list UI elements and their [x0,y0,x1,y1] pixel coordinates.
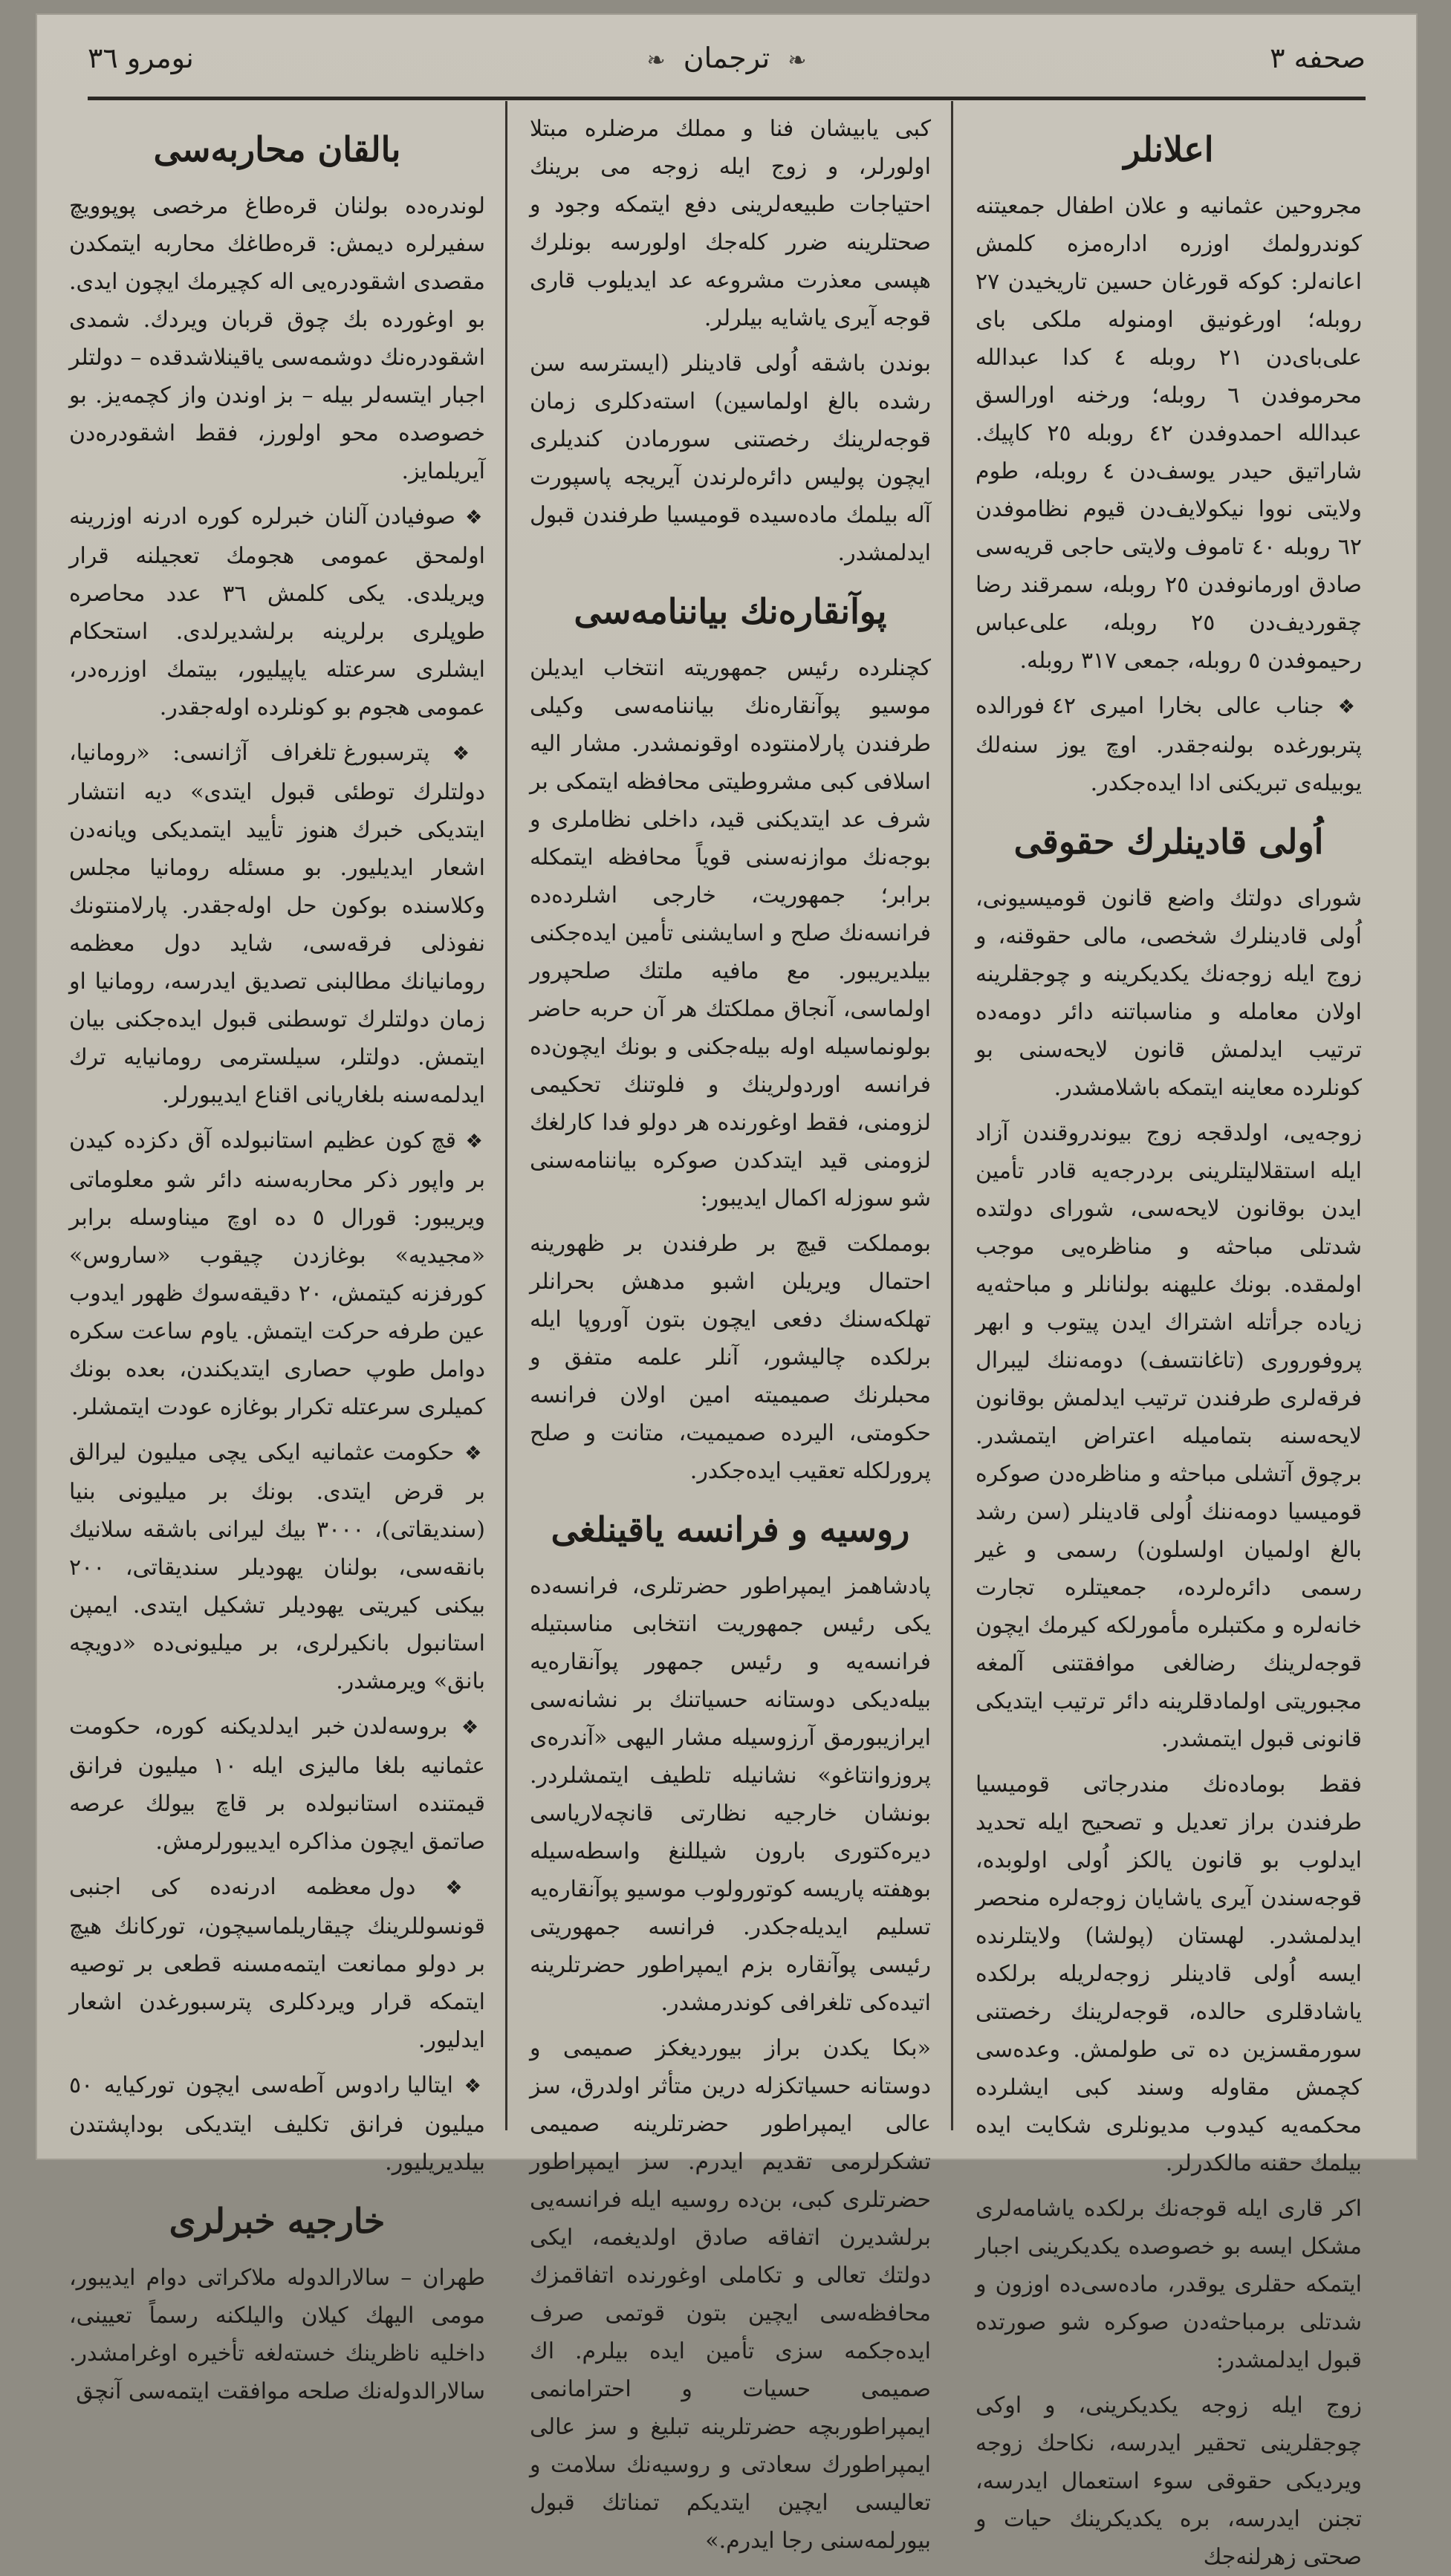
star-icon: ❖ [445,1877,485,1899]
article-paragraph: زوجه‌یی، اولدقجه زوج بیوندروقندن آزاد ایله استقلالیتلرینی بردرجه‌یه قادر تأمین ایدن بوقانون لایحه‌سی، شورای دولتده شدتلی مباحثه و مناظره‌یی موجب اولمقده. بونك علیهنه بولنانلر و مباحثه‌یه زیاده جرأتله اشتراك ایدن پیتوب و ابهر پروفوروری (تاغانتسف) دومه‌ننك لیبرال فرقه‌لری طرفندن ترتیب ایدلمش بوقانون لایحه‌سنه بتمامیله اعتراض ایتمشدر. برچوق آتشلی مباحثه و مناظره‌دن صوکره قومیسیا دومه‌ننك اُولی قادینلر (سن رشد بالغ اولمیان اولسلون) رسمی و غیر رسمی دائره‌لرده، جمعیتلره تجارت خانه‌لره و مکتبلره مأمورلکه کیرمك ایچون قوجه‌لرینك رضالغی موافقتنی آلمغه مجبوریتی اولمادقلرینه دائر ترتیب ایتدیکی قانونی قبول ایتمشدر. [976,1120,1362,1752]
article-paragraph: شورای دولتك واضع قانون قومیسیونی، اُولی قادینلرك شخصی، مالی حقوقنه، و زوج ایله زوجه‌نك یکدیکرینه و چوجقلرینه اولان معامله و مناسباتنه دائر دومه‌ده ترتیب ایدلمش قانون لایحه‌سنی بو کونلرده معاینه ایتمکه باشلامشدر. [976,885,1362,1101]
article-paragraph: زوج ایله زوجه یکدیکرینی، و اوکی چوجقلرینی تحقیر ایدرسه، نکاحك زوجه ویردیکی حقوقی سوء استعمال ایدرسه، تجنن ایدرسه، بره یکدیکرینك حیات و صحتی زهرلنه‌جك [976,2393,1362,2570]
announcement-donations: مجروحین عثمانیه و علان اطفال جمعیتنه کوندرولمك اوزره اداره‌مزه کلمش اعانه‌لر: کوکه قورغان حسین تاریخیدن ٢٧ روبله؛ اورغونیق اومنوله ملکی بای علی‌بای‌دن ٢١ روبله ٤ کدا عبدالله محرموفدن ٦ روبله؛ ورخنه اورالسق عبدالله احمدوفدن ٤٢ روبله ٢٥ کاپیك. شاراتیق حیدر یوسف‌دن ٤ روبله، طوم ولایتی نووا نیکولایف‌دن قیوم نظاموفدن ٦٢ روبله ٤٠ تاموف ولایتی حاجی قریه‌سی صادق اورمانوفدن ٢٥ روبله، سمرقند رضا چقوردیف‌دن ٢٥ روبله، علی‌عباس رحیموفدن ٥ روبله، جمعی ٣١٧ روبله. [976,193,1362,674]
article-paragraph: بوندن باشقه اُولی قادینلر (ایسترسه سن رشده بالغ اولماسین) استه‌دکلری زمان قوجه‌لرینك رخصتنی سورمادن کندیلری ایچون پولیس دائره‌لرندن آیریجه پاسپورت آله بیلمك ماده‌سیده قومیسیا طرفندن قبول ایدلمشدر. [530,351,931,566]
news-item: ❖ ایتالیا رادوس آطه‌سی ایچون تورکیایه ٥٠ میلیون فرانق تکلیف ایتدیکی بوداپشتدن بیلدیریلیور. [69,2072,485,2176]
page-number: صحفه ٣ [1270,42,1366,74]
article-title-poincare: پوآنقاره‌نك بیاننامه‌سی [574,591,887,631]
news-item: ❖ بروسه‌لدن خبر ایدلدیکنه کوره، حکومت عثمانیه بلغا مالیزی ایله ١٠ میلیون فرانق قیمتنده استانبولده بر قاچ بیولك عرصه صاتمق ایچون مذاکره ایدیبورلرمش. [69,1714,485,1855]
issue-number: نومرو ٣٦ [88,42,194,74]
article-paragraph: اکر قاری ایله قوجه‌نك برلکده یاشامه‌لری مشکل ایسه بو خصوصده یکدیکرینی اجبار ایتمکه حقلری یوقدر، ماده‌سی‌ده اوزون و شدتلی برمباحثه‌دن صوکره شو صورتده قبول ایدلمشدر: [976,2196,1362,2373]
newspaper-page [36,13,1418,2570]
news-item: ❖ حکومت عثمانیه ایکی یچی میلیون لیرالق بر قرض ایتدی. بونك بر میلیونی بنیا (سندیقاتی)، ٣٠٠٠ بیك لیرانی باشقه سلانیك بانقه‌سی، بولنان یهودیلر سندیقاتی، ٢٠٠ بیکنی کیریتی یهودیلر تشکیل ایتدی. ایمپن استانبول بانکیرلری، بر میلیونی‌ده «دویچه بانق» ویرمشدر. [69,1440,485,1694]
star-icon: ❖ [465,1131,485,1153]
article-paragraph: کچنلرده رئیس جمهوریته انتخاب ایدیلن موسیو پوآنقاره‌نك بیاننامه‌سی وکیلی طرفندن پارلامنتوده اوقونمشدر. مشار الیه اسلافی کبی مشروطیتی محافظه ایتمکی بر شرف عد ایتدیکنی قید، داخلی نظاملری و بوجه‌نك موازنه‌سنی قویاً محافظه ایتمکله برابر؛ جمهوریت، خارجی اشلرده‌ده فرانسه‌نك صلح و اسایشنی تأمین ایده‌جکنی بیلدیریبور. مع مافیه ملتك صلحپرور اولماسی، آنجاق مملکتك هر آن حربه حاضر بولونماسیله اوله بیله‌جکنی و بونك ایچون‌ده فرانسه اوردولرینك و فلوتنك تحکیمی لزومنی، فقط اوغورنده هر دولو فدا کارلغك لزومنی قید ایتدکدن صوکره بیاننامه‌سنی شو سوزله اکمال ایدیبور: [530,655,931,1211]
article-paragraph: پادشاهمز ایمپراطور حضرتلری، فرانسه‌ده یکی رئیس جمهوریت انتخابی مناسبتیله فرانسه‌یه و رئیس جمهور پوآنقاره‌یه بیله‌دیکی دوستانه حسیاتنك بر نشانه‌سی ایرازیبورمق آرزوسیله مشار الیهی «آندره‌ی پروزوانتاغو» نشانیله تلطیف ایتمشلردر. بونشان خارجیه نظارتی قانچه‌لاریاسی دیره‌کتوری بارون شیللنغ واسطه‌سیله بوهفته پاریسه کوتورولوب موسیو پوآنقاره‌یه تسلیم ایدیله‌جکدر. فرانسه جمهوریتی رئیسی پوآنقاره بزم ایمپراطور حضرتلرینه اتیده‌کی تلغرافی کوندرمشدر. [530,1573,931,2016]
header-rule [88,97,1366,100]
star-icon: ❖ [452,743,486,765]
column-left [69,110,486,2404]
column-right [976,110,1362,2570]
newspaper-title: ترجمان [683,42,770,74]
article-paragraph: فقط بوماده‌نك مندرجاتی قومیسیا طرفندن براز تعدیل و تصحیح ایله تحدید ایدلوب بو قانون یالکز اُولی اولوبده، قوجه‌سندن آیری یاشایان زوجه‌لره منحصر ایدلمشدر. لهستان (پولشا) ولایتلرنده ایسه اُولی قادینلر زوجه‌لریله برلکده یاشادقلری حالده، قوجه‌لرینك رخصتنی سورمقسزین ده تی طولمش. وعده‌سی کچمش مقاوله وسند کبی ایشلرده محکمه‌یه کیدوب مدیونلری شکایت ایده بیلمك حقنه مالکدرلر. [976,1772,1362,2176]
masthead [88,28,1366,99]
news-item: لوندره‌ده بولنان قره‌طاغ مرخصی پوپوویچ سفیرلره دیمش: قره‌طاغك محاربه ایتمکدن مقصدی اشقودره‌یی اله کچیرمك ایچون ایدی. بو اوغورده بك چوق قربان ویردك. شمدی اشقودره‌نك دوشمه‌سی یاقینلاشدقده – دولتلر اجبار ایتسه‌لر بیله – بز اوندن واز کچمه‌یز. بو خصوصده محو اولورز، فقط اشقودره‌دن آیریلمایز. [69,193,485,484]
article-title-russia-france: روسیه و فرانسه یاقینلغی [551,1509,910,1549]
star-icon: ❖ [464,2075,485,2098]
article-title-women-rights: اُولی قادینلرك حقوقی [1013,822,1324,862]
news-item: طهران – سالارالدوله ملاکراتی دوام ایدیبور، مومی الیهك کیلان والیلکنه رسماً تعیینی، داخلیه ناظرینك خسته‌لغه تأخیره اوغرامشدر. سالارالدوله‌نك صلحه موافقت ایتمه‌سی آنچق [69,2265,485,2404]
star-icon: ❖ [1337,696,1362,718]
article-paragraph: «بکا یکدن براز بیوردیغکز صمیمی و دوستانه حسیاتکزله درین متأثر اولدرق، سز عالی ایمپراطور حضرتلرینه صمیمی تشکرلرمی تقدیم ایدرم. سز ایمپراطور حضرتلری کبی، بن‌ده روسیه ایله فرانسه‌یی برلشدیرن اتفاقه صادق اولدیغمه، ایکی دولتك تعالی و تکاملی اوغورنده اتفاقمزك محافظه‌سی ایچین بتون قوتمی صرف ایده‌جکمه سزی تأمین ایده بیلرم. اك صمیمی حسیات و احترامانمی ایمپراطوربچه حضرتلرینه تبلیغ و سز عالی ایمپراطورك سعادتی و روسیه‌نك سلامت و تعالیسی ایچین ایتدیکم تمناتك قبول بیورلمه‌سنی رجا ایدرم.» [530,2035,931,2554]
star-icon: ❖ [465,507,485,529]
column-divider [951,101,953,2130]
news-item: ❖ دول معظمه ادرنه‌ده کی اجنبی قونسوللرینك چیقاریلماسیچون، تورکانك هیچ بر دولو ممانعت ایتمه‌مسنه قطعی بر توصیه ایتمکه قرار ویردکلری پترسبورغدن اشعار ایدلیور. [69,1874,485,2053]
announcement-bukhara: ❖ جناب عالی بخارا امیری ٤٢ فورالده پتربورغده بولنه‌جقدر. اوچ یوز سنه‌لك یوبیله‌ی تبریکنی ادا ایده‌جکدر. [976,693,1362,796]
news-item: ❖ قچ کون عظیم استانبولده آق دکزده کیدن بر واپور ذکر محاربه‌سنه دائر شو معلوماتی ویریبور: قورال ٥ ده اوچ میناوسله برابر «مجیدیه» بوغازدن چیقوب «ساروس» کورفزنه کیتمش، ٢٠ دقیقه‌سوك ظهور ایدوب عین طرفه حرکت ایتمش. یاوم ساعت سکره دوامل طوپ حصاری ایتدیکندن، بعده بونك کمیلری سرعتله تکرار بوغازه عودت ایتمشلر. [69,1128,485,1420]
news-item: ❖ پترسبورغ تلغراف آژانسی: «رومانیا، دولتلرك توطئی قبول ایتدی» دیه انتشار ایتدیکی خبرك هنوز تأیید ایتمدیکی ویانه‌دن اشعار ایدیلیور. بو مسئله رومانیا مجلس وکلاسنده بوکون حل اوله‌جقدر. پارلامنتونك نفوذلی فرقه‌سی، شاید دول معظمه رومانیانك مطالبنی تصدیق ایدرسه، رومانیا او زمان دولتلرك توسطنی قبول ایده‌جکنی بیان ایتمش. دولتلر، سیلسترمی رومانیایه ترك ایدلمه‌سنه بلغاریانی اقناع ایدیبورلر. [69,740,486,1108]
article-title-balkan-war: بالقان محاربه‌سی [153,129,401,169]
star-icon: ❖ [461,1717,485,1739]
article-paragraph: بومملکت قیچ بر طرفندن بر ظهورینه احتمال ویریلن اشبو مدهش بحرانلر تهلکه‌سنك دفعی ایچون بتون آوروپا ایله برلکده چالیشور، آنلر علمه متفق و محبلرنك صمیمیته امین اولان فرانسه حکومتی، الیرده صمیمیت، متانت و صلح پرورلکله تعقیب ایده‌جکدر. [530,1231,931,1484]
flourish-icon: ❧ [646,48,666,74]
column-divider [505,101,507,2130]
news-item: ❖ صوفیادن آلنان خبرلره کوره ادرنه اوزرینه اولمحق عمومی هجومك تعجیلنه قرار ویریلدی. یکی کلمش ٣٦ عدد محاصره طوپلری برلرینه برلشدیرلدی. استحکام ایشلری سرعتله یاپیلیور، بیتمك اوزره‌در، عمومی هجوم بو کونلرده اوله‌جقدر. [69,504,485,721]
star-icon: ❖ [464,1443,485,1465]
section-heading-announcements: اعلانلر [1123,129,1214,169]
flourish-icon: ❧ [788,48,807,74]
article-title-foreign-news: خارجیه خبرلری [169,2201,386,2241]
column-middle [530,110,931,2554]
article-paragraph: کبی یابیشان فنا و مملك مرضلره مبتلا اولورلر، و زوج ایله زوجه می برینك احتیاجات طبیعه‌لرینی دفع ایتمکه وجود و صحتلرینه ضرر کله‌جك اولورسه بونلرك هپسی معذرت مشروعه عد ایدیلوب قاری قوجه آیری یاشایه بیلرلر. [530,116,931,331]
